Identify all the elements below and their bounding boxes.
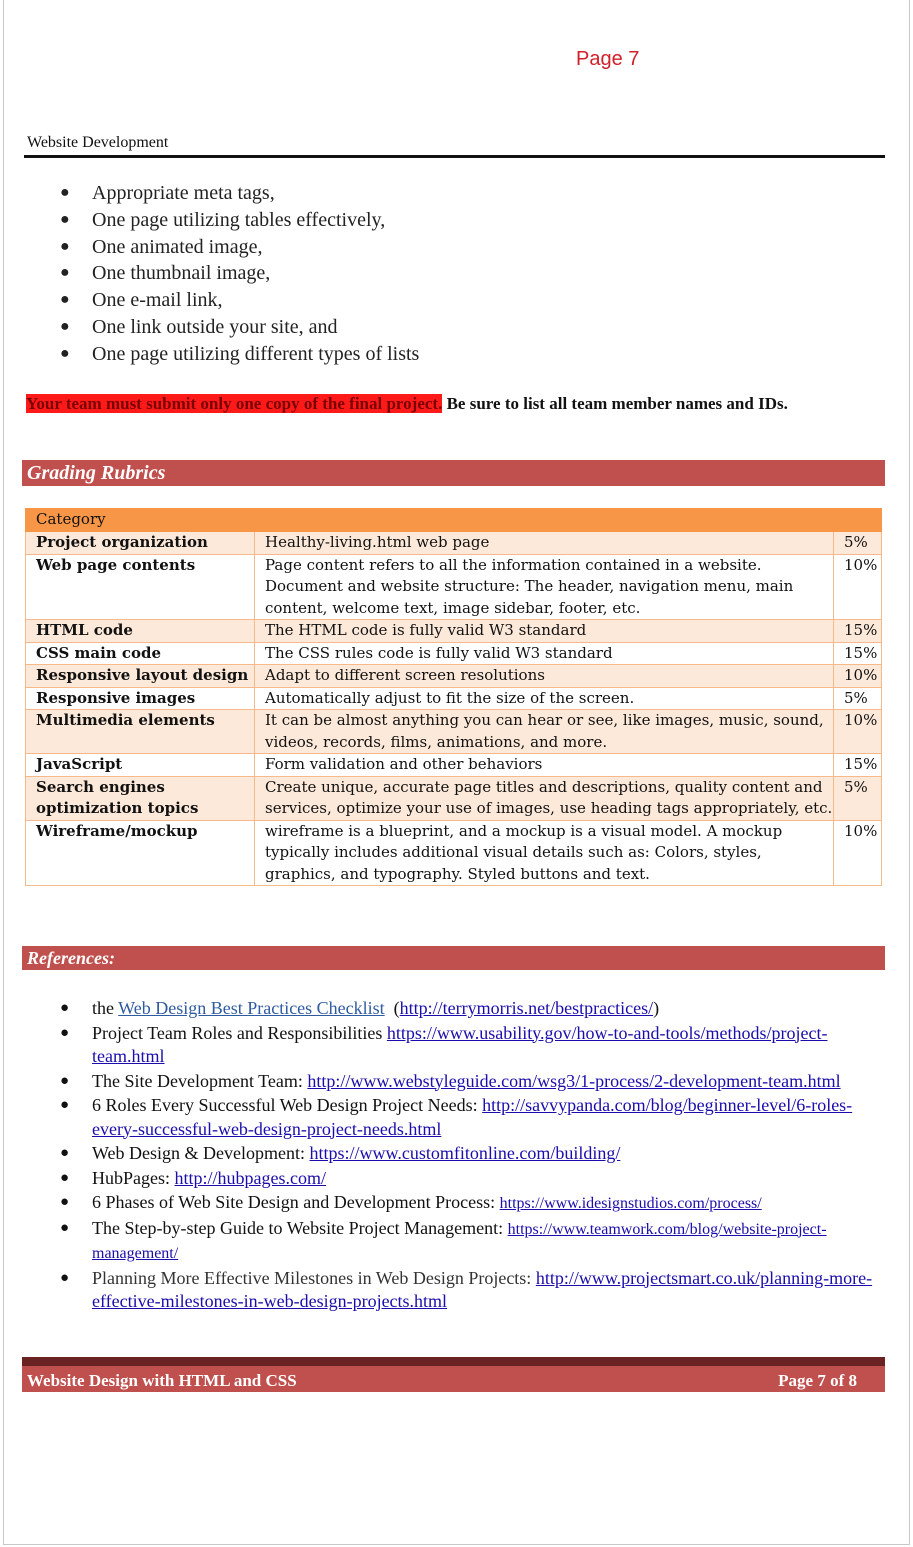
reference-link[interactable]: http://terrymorris.net/bestpractices/ <box>399 998 654 1018</box>
column-header-category: Category <box>26 509 882 532</box>
reference-link[interactable]: http://www.webstyleguide.com/wsg3/1-process/2-development-team.html <box>307 1070 841 1091</box>
bullet-icon: ● <box>60 264 70 282</box>
bullet-icon: ● <box>60 1000 70 1016</box>
reference-link[interactable]: https://www.customfitonline.com/building/ <box>309 1143 621 1163</box>
table-row: Web page contents Page content refers to all the information contained in a website. Document and website structure: The header, navigation menu, main content, welcome text, image sidebar, footer, etc. 10% <box>26 554 882 620</box>
list-item: ● One animated image, <box>0 234 419 261</box>
bullet-icon: ● <box>60 344 70 362</box>
table-row: Multimedia elements It can be almost anything you can hear or see, like images, music, sound, videos, records, films, animations, and more. 10% <box>26 710 882 754</box>
list-item: ● One thumbnail image, <box>0 260 419 287</box>
table-row: Wireframe/mockup wireframe is a blueprint, and a mockup is a visual model. A mockup typically includes additional visual details such as: Colors, styles, graphics, and typography. Styled buttons and text. 10% <box>26 820 882 886</box>
bullet-icon: ● <box>60 184 70 201</box>
reference-link[interactable]: http://savvypanda.com/blog/beginner-level/6-roles-every-successful-web-design-project-needs.html <box>92 1095 853 1139</box>
references-list <box>0 997 880 1315</box>
reference-link[interactable]: https://www.teamwork.com/blog/website-project-management/ <box>92 1220 827 1262</box>
bullet-icon: ● <box>60 1169 70 1186</box>
bullet-icon: ● <box>60 291 70 309</box>
table-header-row <box>26 509 882 532</box>
table-row: JavaScript Form validation and other behaviors 15% <box>26 754 882 777</box>
table-row: Responsive images Automatically adjust to fit the size of the screen. 5% <box>26 687 882 710</box>
reference-link[interactable]: Web Design Best Practices Checklist <box>118 998 385 1018</box>
list-item: ● Appropriate meta tags, <box>0 180 419 207</box>
list-item: ● Project Team Roles and Responsibilities https://www.usability.gov/how-to-and-tools/methods/project-team.html <box>60 1022 828 1066</box>
bullet-icon: ● <box>60 1269 70 1286</box>
bullet-icon: ● <box>60 1219 70 1236</box>
bullet-icon: ● <box>60 317 70 335</box>
footer <box>22 1366 885 1392</box>
list-item: ● One e-mail link, <box>0 287 419 314</box>
bullet-icon: ● <box>60 1097 70 1113</box>
list-item: ● 6 Phases of Web Site Design and Development Process: https://www.idesignstudios.com/process/ <box>0 1191 880 1216</box>
notice-text: Be sure to list all team member names and IDs. <box>442 394 788 413</box>
footer-page-number: Page 7 of 8 <box>778 1371 857 1390</box>
bullet-icon: ● <box>60 1145 70 1161</box>
table-row: Search engines optimization topics Create unique, accurate page titles and descriptions, quality content and services, optimize your use of images, use heading tags appropriately, etc. 5% <box>26 776 882 820</box>
list-item: ● Web Design & Development: https://www.customfitonline.com/building/ <box>0 1142 880 1166</box>
reference-link[interactable]: https://www.idesignstudios.com/process/ <box>499 1195 762 1212</box>
rubrics-heading: Grading Rubrics <box>22 460 885 486</box>
list-item: ● One link outside your site, and <box>0 314 419 341</box>
list-item: ● The Step-by-step Guide to Website Project Management: https://www.teamwork.com/blog/website-project-management/ <box>60 1217 827 1262</box>
references-heading: References: <box>22 946 885 970</box>
notice-highlight: Your team must submit only one copy of the final project. <box>26 394 443 413</box>
running-header: Website Development <box>27 134 169 151</box>
list-item: ● The Site Development Team: http://www.webstyleguide.com/wsg3/1-process/2-development-team.html <box>0 1070 880 1094</box>
footer-title: Website Design with HTML and CSS <box>27 1371 297 1390</box>
footer-rule <box>22 1357 885 1366</box>
table-row: Project organization Healthy-living.html web page 5% <box>26 532 882 555</box>
page-label: Page 7 <box>576 48 640 70</box>
list-item: ● 6 Roles Every Successful Web Design Project Needs: http://savvypanda.com/blog/beginner-level/6-roles-every-successful-web-design-project-needs.html <box>60 1095 853 1139</box>
table-row: CSS main code The CSS rules code is fully valid W3 standard 15% <box>26 642 882 665</box>
list-item: ● the Web Design Best Practices Checklist (http://terrymorris.net/bestpractices/) <box>0 997 880 1021</box>
list-item: ● Planning More Effective Milestones in Web Design Projects: http://www.projectsmart.co.uk/planning-more-effective-milestones-in-web-design-projects.html <box>60 1267 873 1311</box>
header-rule <box>24 155 885 158</box>
reference-link[interactable]: https://www.usability.gov/how-to-and-tools/methods/project-team.html <box>92 1022 828 1066</box>
requirements-list <box>0 180 419 368</box>
bullet-icon: ● <box>60 1024 70 1041</box>
reference-link[interactable]: http://hubpages.com/ <box>174 1167 326 1188</box>
table-row: Responsive layout design Adapt to different screen resolutions 10% <box>26 665 882 688</box>
list-item: ● One page utilizing different types of lists <box>0 341 419 368</box>
table-row: HTML code The HTML code is fully valid W3 standard 15% <box>26 620 882 643</box>
bullet-icon: ● <box>60 237 70 255</box>
submission-notice <box>26 392 871 415</box>
reference-link[interactable]: http://www.projectsmart.co.uk/planning-more-effective-milestones-in-web-design-projects.html <box>92 1267 873 1311</box>
list-item: ● HubPages: http://hubpages.com/ <box>0 1167 880 1191</box>
bullet-icon: ● <box>60 1194 70 1210</box>
rubric-table <box>25 508 882 886</box>
list-item: ● One page utilizing tables effectively, <box>0 207 419 234</box>
bullet-icon: ● <box>60 210 70 228</box>
bullet-icon: ● <box>60 1072 70 1089</box>
